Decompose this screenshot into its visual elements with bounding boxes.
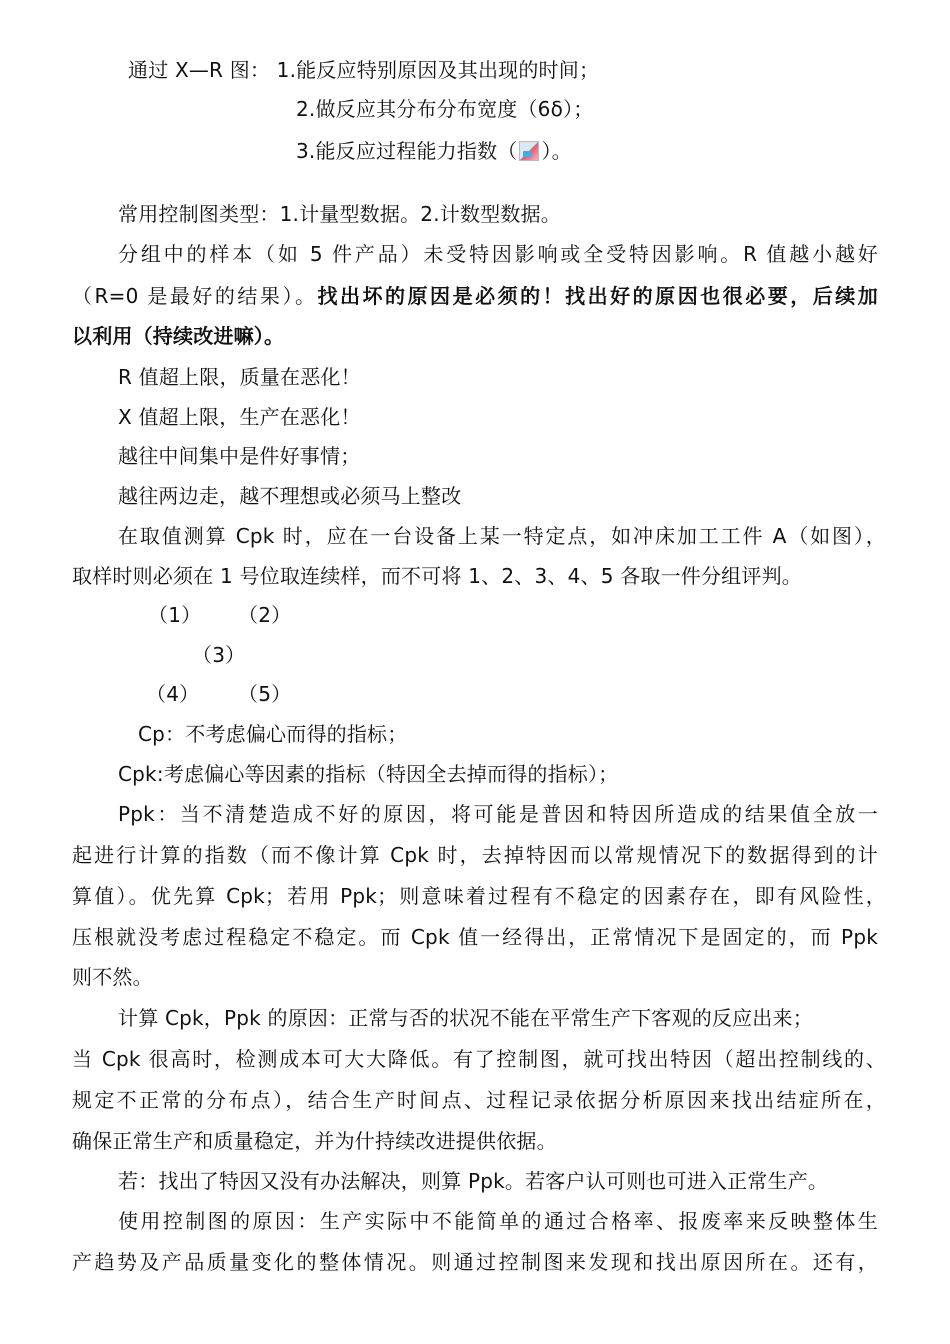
text-line: Cpk:考虑偏心等因素的指标（特因全去掉而得的指标）； [118,762,619,786]
text-line: X 值超上限，生产在恶化！ [118,405,361,429]
position-label: （5） [238,682,292,706]
text-line: Cp：不考虑偏心而得的指标； [138,722,408,746]
position-label: （2） [238,603,292,627]
text-line: 在取值测算 Cpk 时，应在一台设备上某一特定点，如冲床加工工件 A（如图）， [118,524,886,548]
text-line [296,138,572,164]
text-line: 若：找出了特因又没有办法解决，则算 Ppk。若客户认可则也可进入正常生产。 [118,1169,829,1193]
text-fragment: ）。 [541,139,572,163]
text-line: 压根就没考虑过程稳定不稳定。而 Cpk 值一经得出，正常情况下是固定的，而 Ppk [72,925,878,949]
text-line: 算值）。优先算 Cpk；若用 Ppk；则意味着过程有不稳定的因素存在，即有风险性， [72,884,886,908]
text-line: 越往中间集中是件好事情； [118,444,361,468]
text-line: 则不然。 [72,965,153,989]
text-line: 规定不正常的分布点），结合生产时间点、过程记录依据分析原因来找出结症所在， [72,1088,886,1112]
position-label: （4） [146,682,200,706]
text-line: R 值超上限，质量在恶化！ [118,365,361,389]
text-line: 当 Cpk 很高时，检测成本可大大降低。有了控制图，就可找出特因（超出控制线的、 [72,1047,886,1071]
text-line [72,283,878,309]
text-line: 使用控制图的原因：生产实际中不能简单的通过合格率、报废率来反映整体生 [118,1209,878,1233]
position-label: （3） [192,643,246,667]
position-label: （1） [148,603,202,627]
text-line: 产趋势及产品质量变化的整体情况。则通过控制图来发现和找出原因所在。还有， [72,1250,878,1274]
text-fragment: （R=0 是最好的结果）。 [72,284,318,308]
broken-image-icon [519,141,539,161]
text-line: 分组中的样本（如 5 件产品）未受特因影响或全受特因影响。R 值越小越好 [118,242,878,266]
text-line: 2.做反应其分布分布宽度（6δ）； [296,97,594,121]
bold-text: 以利用（持续改进嘛）。 [72,324,285,348]
text-line: 计算 Cpk，Ppk 的原因：正常与否的状况不能在平常生产下客观的反应出来； [118,1006,813,1030]
text-line: Ppk：当不清楚造成不好的原因，将可能是普因和特因所造成的结果值全放一 [118,802,878,826]
text-line: 取样时则必须在 1 号位取连续样，而不可将 1、2、3、4、5 各取一件分组评判。 [72,564,802,588]
text-line: 常用控制图类型：1.计量型数据。2.计数型数据。 [118,202,561,226]
text-line: 起进行计算的指数（而不像计算 Cpk 时，去掉特因而以常规情况下的数据得到的计 [72,843,878,867]
bold-text: 找出坏的原因是必须的！找出好的原因也很必要，后续加 [317,284,879,308]
text-fragment: 3.能反应过程能力指数（ [296,139,518,163]
text-line: 越往两边走，越不理想或必须马上整改 [118,484,462,508]
text-line: 确保正常生产和质量稳定，并为什持续改进提供依据。 [72,1129,557,1153]
text-line: 通过 X—R 图： 1.能反应特别原因及其出现的时间； [128,58,600,82]
